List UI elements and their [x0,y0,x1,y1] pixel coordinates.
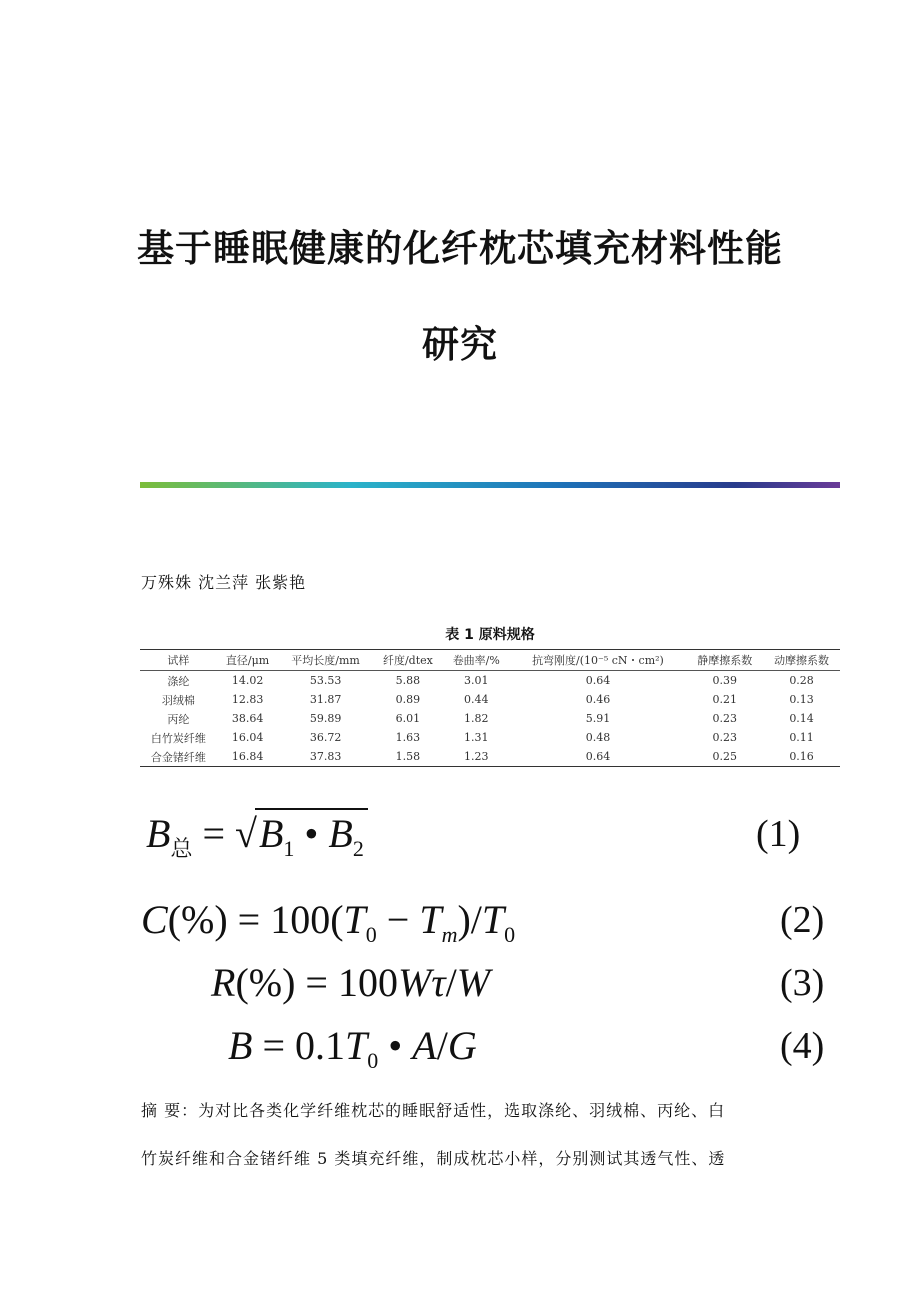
abstract-line-1: 摘 要：为对比各类化学纤维枕芯的睡眠舒适性，选取涤纶、羽绒棉、丙纶、白 [141,1101,726,1120]
table-cell: 0.39 [712,674,737,687]
table-cell: 38.64 [231,712,264,725]
table-caption: 表 1 原料规格 [445,627,535,643]
document-title-line2: 研究 [422,323,498,366]
table-header: 纤度/dtex [373,650,443,671]
table-cell: 12.83 [231,693,264,706]
equation-1: $B_总 = √B_1$ • $B_2$ [146,808,368,863]
table-header: 动摩擦系数 [763,650,840,671]
table-cell: 36.72 [309,731,342,744]
table-cell: 0.14 [789,712,814,725]
material-spec-table [140,649,840,767]
table-cell: 53.53 [309,674,342,687]
equation-4-number: (4) [780,1025,825,1067]
table-header-row [140,650,840,671]
table-cell: 1.23 [443,747,510,767]
table-cell: 0.46 [585,693,611,706]
table-cell: 合金锗纤维 [140,747,217,767]
table-cell: 涤纶 [167,674,190,688]
equation-1-number: (1) [756,813,801,855]
table-row [140,709,840,728]
table-row [140,747,840,767]
title-divider [140,482,840,488]
table-cell: 0.11 [789,731,814,744]
table-cell: 0.64 [585,674,611,687]
table-row [140,690,840,709]
table-cell: 16.84 [217,747,279,767]
table-cell: 1.31 [464,731,489,744]
table-cell: 0.89 [395,693,421,706]
table-row [140,728,840,747]
table-cell: 0.16 [763,747,840,767]
table-cell: 37.83 [278,747,372,767]
document-title-line1: 基于睡眠健康的化纤枕芯填充材料性能 [137,227,783,270]
table-cell: 1.63 [395,731,421,744]
table-header: 直径/μm [217,650,279,671]
equation-4: $B = 0.1T_0$ • A/G [228,1023,477,1073]
table-cell: 5.91 [585,712,611,725]
table-cell: 14.02 [231,674,264,687]
equation-3-number: (3) [780,962,825,1004]
table-row [140,671,840,691]
table-cell: 0.48 [585,731,611,744]
equation-3: R(%) = 100Wτ/W [211,960,491,1005]
table-header: 平均长度/mm [278,650,372,671]
equation-2-number: (2) [780,899,825,941]
table-cell: 白竹炭纤维 [150,731,206,745]
table-header: 卷曲率/% [443,650,510,671]
table-cell: 0.28 [789,674,814,687]
table-cell: 31.87 [309,693,342,706]
table-cell: 0.23 [712,712,737,725]
table-cell: 1.58 [373,747,443,767]
table-header: 静摩擦系数 [686,650,763,671]
table-cell: 59.89 [309,712,342,725]
equation-2: $C(\%) = 100(T_0 - T_m)/T_0$ [141,897,516,947]
abstract-line-2: 竹炭纤维和合金锗纤维 5 类填充纤维，制成枕芯小样，分别测试其透气性、透 [141,1149,726,1168]
table-cell: 0.25 [686,747,763,767]
table-cell: 1.82 [464,712,489,725]
table-header: 抗弯刚度/(10⁻⁵ cN・cm²) [510,650,687,671]
table-cell: 3.01 [464,674,489,687]
table-cell: 6.01 [395,712,421,725]
table-cell: 羽绒棉 [161,693,195,707]
table-cell: 16.04 [231,731,264,744]
table-header: 试样 [140,650,217,671]
authors: 万殊姝 沈兰萍 张紫艳 [141,573,307,592]
table-cell: 0.64 [510,747,687,767]
table-cell: 5.88 [395,674,421,687]
table-cell: 0.44 [464,693,489,706]
table-cell: 0.13 [789,693,814,706]
table-cell: 0.21 [712,693,737,706]
table-cell: 0.23 [712,731,737,744]
table-cell: 丙纶 [167,712,190,726]
